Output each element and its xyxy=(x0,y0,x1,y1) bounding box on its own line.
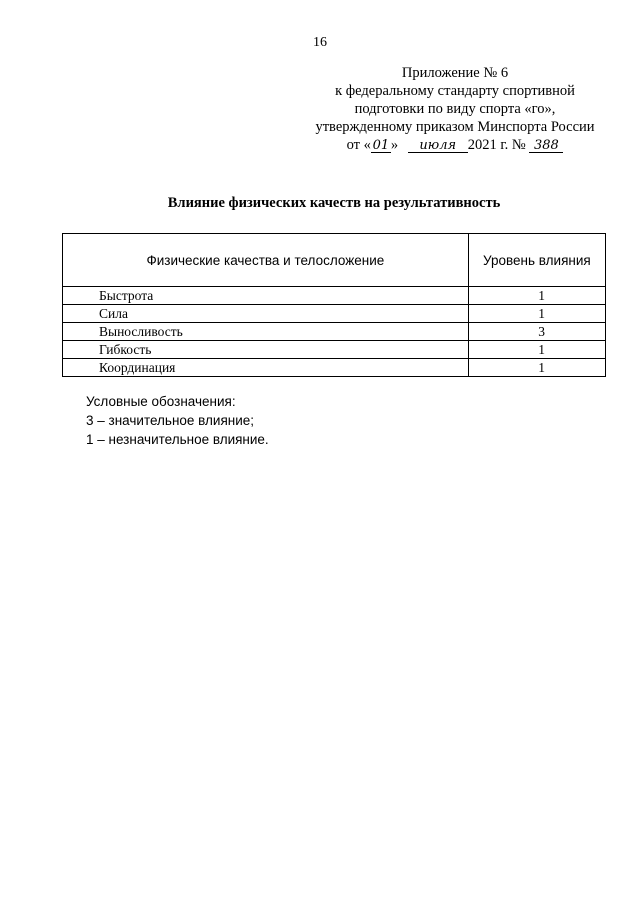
legend-item: 1 – незначительное влияние. xyxy=(86,432,269,447)
legend xyxy=(86,392,269,449)
annex-title: Приложение № 6 xyxy=(401,65,509,81)
level-cell: 1 xyxy=(468,341,605,359)
handwritten-day: 01 xyxy=(372,138,390,153)
column-header-level: Уровень влияния xyxy=(468,234,605,287)
influence-table xyxy=(62,233,606,377)
handwritten-order-number: 388 xyxy=(529,139,563,153)
table-header-row xyxy=(63,234,606,287)
document-title: Влияние физических качеств на результативность xyxy=(167,195,501,211)
annex-header xyxy=(290,64,620,154)
annex-line: подготовки по виду спорта «го», xyxy=(354,101,556,117)
annex-line: утвержденному приказом Минспорта России xyxy=(315,119,595,135)
date-prefix: от « xyxy=(346,137,371,153)
date-year: 2021 г. № xyxy=(467,137,526,153)
table-row xyxy=(63,341,606,359)
level-cell: 1 xyxy=(468,305,605,323)
table-row xyxy=(63,323,606,341)
annex-line: к федеральному стандарту спортивной xyxy=(335,83,575,99)
column-header-quality: Физические качества и телосложение xyxy=(63,234,469,287)
quality-cell: Выносливость xyxy=(63,323,469,341)
quality-cell: Гибкость xyxy=(63,341,469,359)
quality-cell: Быстрота xyxy=(63,287,469,305)
level-cell: 1 xyxy=(468,287,605,305)
page-number: 16 xyxy=(313,35,327,50)
legend-heading: Условные обозначения: xyxy=(86,394,236,409)
quality-cell: Координация xyxy=(63,359,469,377)
legend-item: 3 – значительное влияние; xyxy=(86,413,255,428)
table-row xyxy=(63,359,606,377)
level-cell: 3 xyxy=(468,323,605,341)
handwritten-month: июля xyxy=(408,139,468,153)
table-row xyxy=(63,287,606,305)
quality-cell: Сила xyxy=(63,305,469,323)
date-mid: » xyxy=(390,137,399,153)
level-cell: 1 xyxy=(468,359,605,377)
table-row xyxy=(63,305,606,323)
annex-date-line xyxy=(290,136,620,154)
